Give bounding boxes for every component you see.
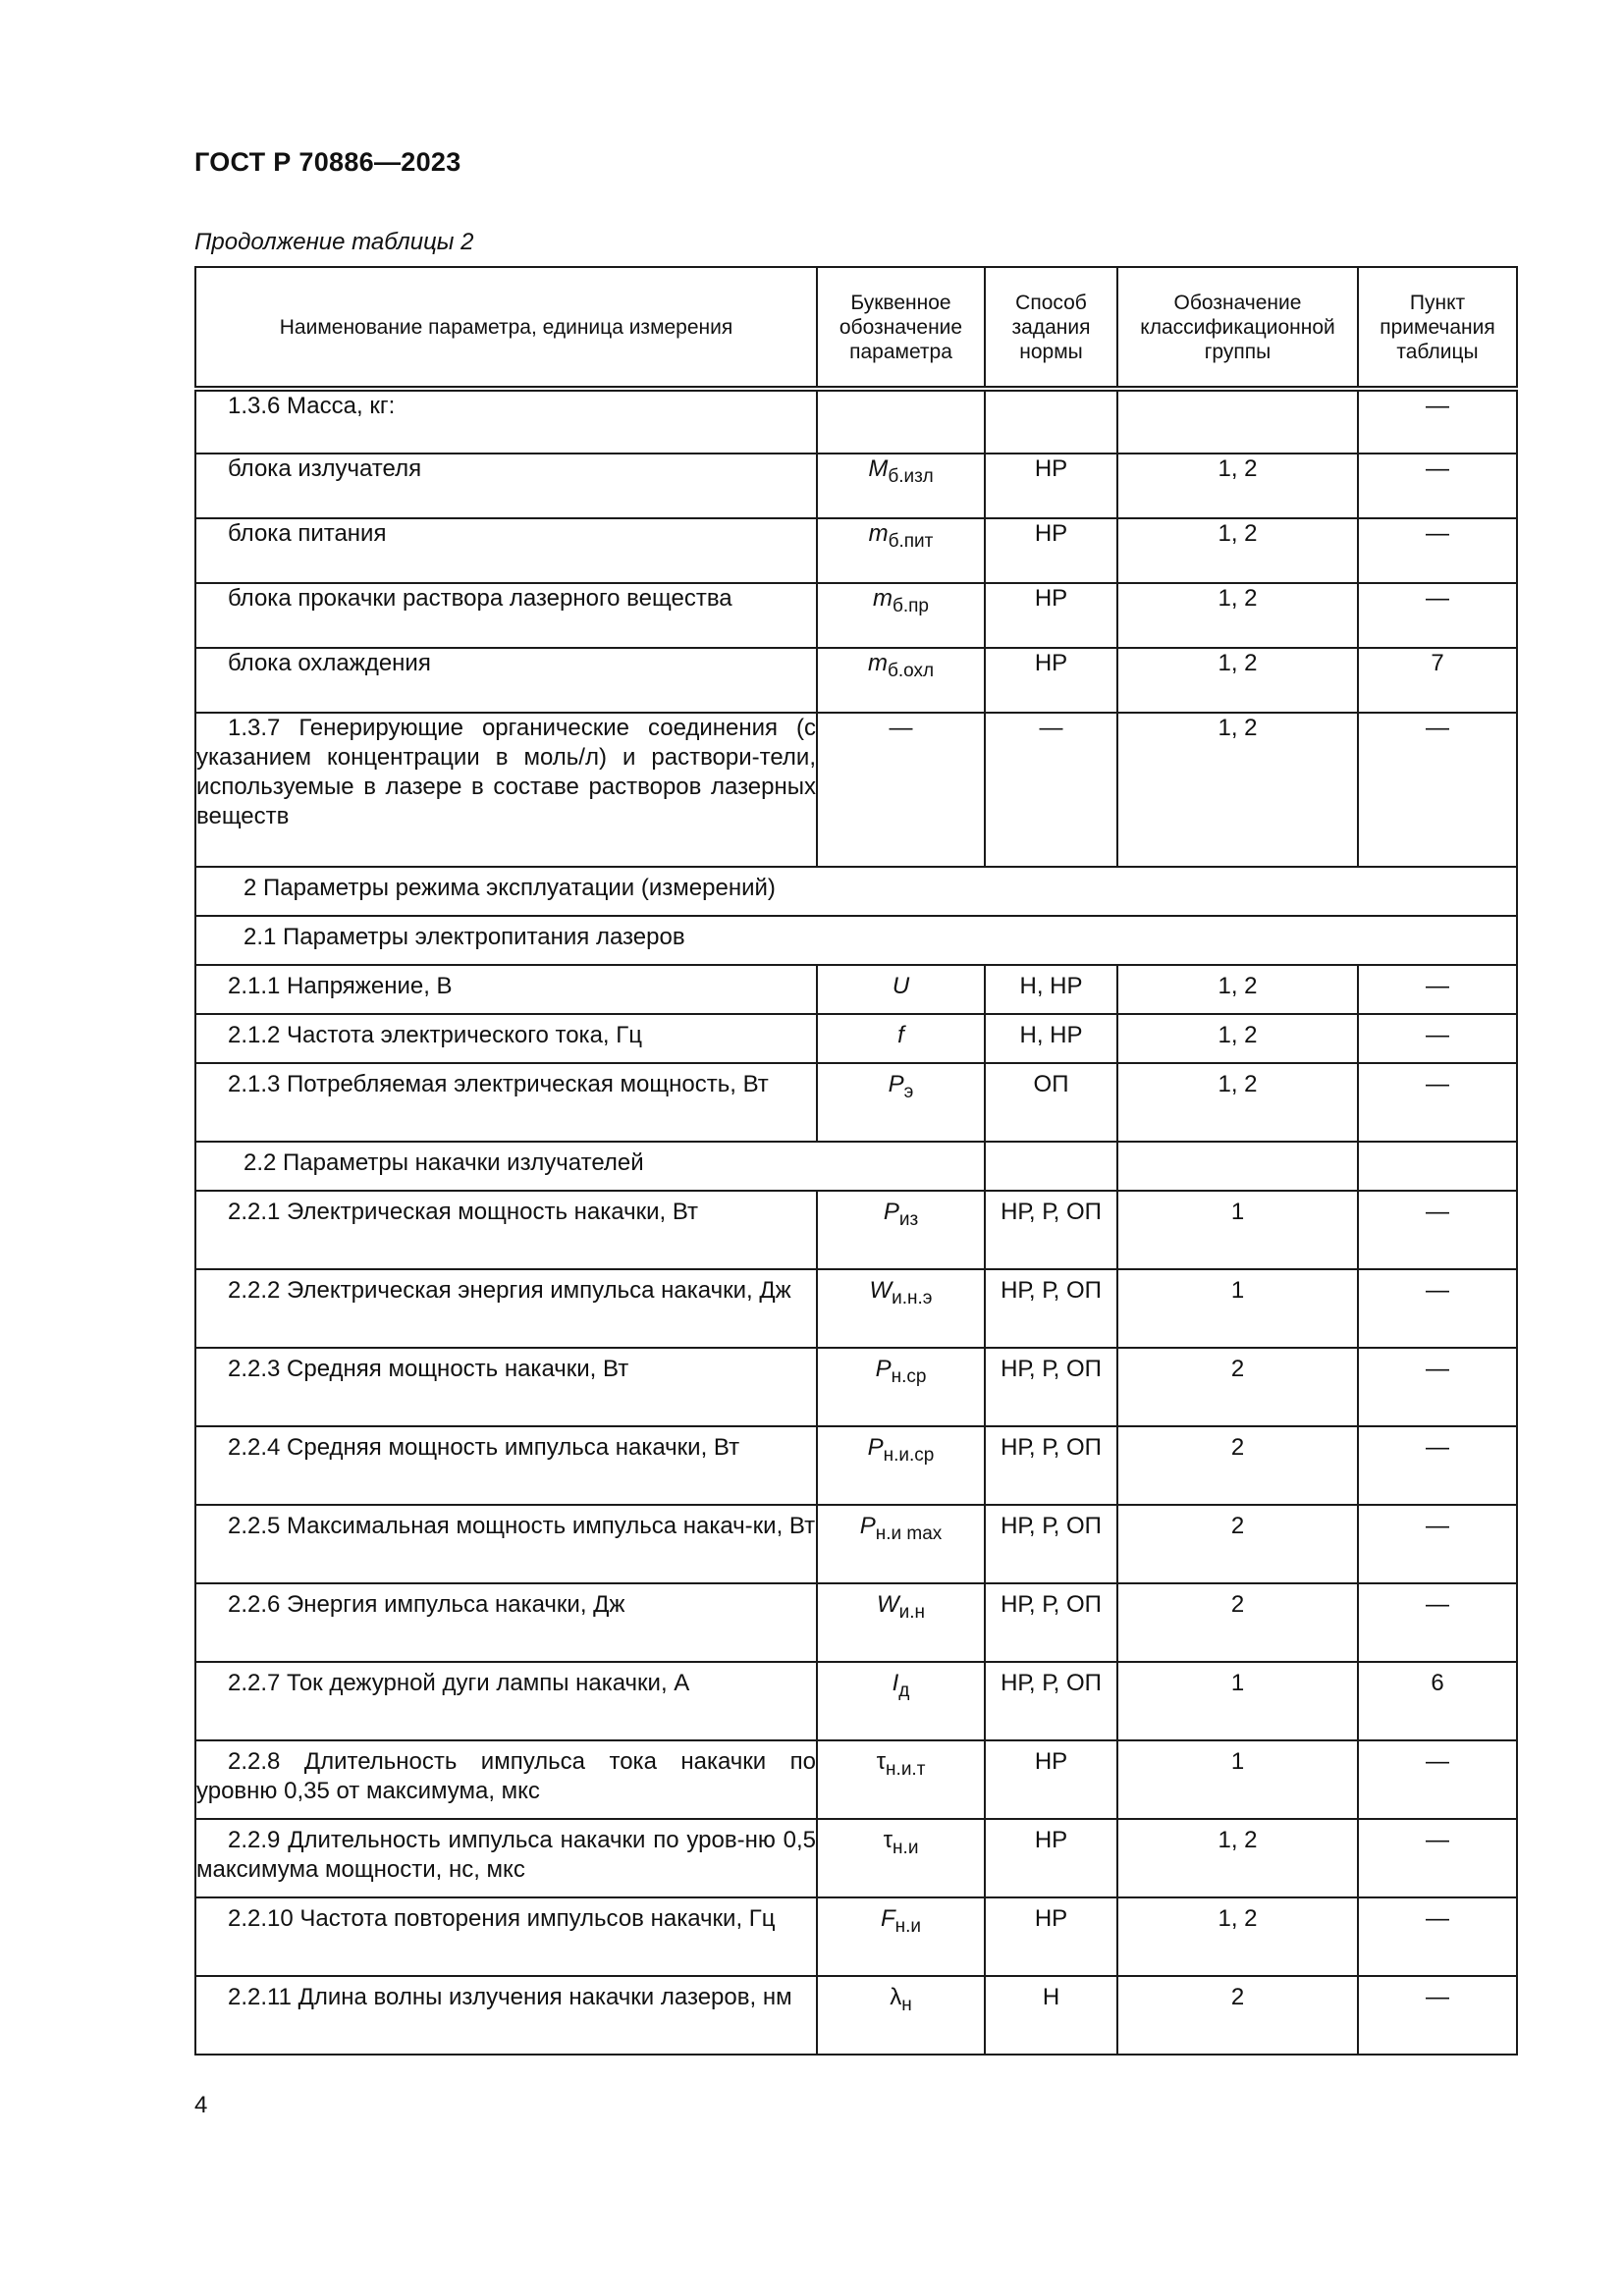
param-note	[1358, 1142, 1517, 1191]
section-title: 2.1 Параметры электропитания лазеров	[195, 916, 1517, 965]
param-method: Н, НР	[985, 1014, 1117, 1063]
param-name: 2.2.9 Длительность импульса накачки по уров-ню 0,5 максимума мощности, нс, мкс	[195, 1819, 817, 1897]
param-symbol: U	[817, 965, 985, 1014]
param-method: НР, Р, ОП	[985, 1662, 1117, 1740]
param-name: 1.3.7 Генерирующие органические соединения (с указанием концентрации в моль/л) и раствори-тели, используемые в лазере в составе растворов лазерных веществ	[195, 713, 817, 867]
param-method: НР	[985, 518, 1117, 583]
column-header-group: Обозначение классификационной группы	[1117, 267, 1358, 389]
table-row	[195, 1426, 1517, 1505]
param-note: —	[1358, 1740, 1517, 1819]
column-header-symbol: Буквенное обозначение параметра	[817, 267, 985, 389]
param-symbol: —	[817, 713, 985, 867]
section-row	[195, 1142, 1517, 1191]
param-method: ОП	[985, 1063, 1117, 1142]
param-symbol: $M_{б.изл}$	[817, 454, 985, 518]
table-row	[195, 1063, 1517, 1142]
param-group: 2	[1117, 1976, 1358, 2055]
param-note: —	[1358, 583, 1517, 648]
param-name: 2.2.5 Максимальная мощность импульса накач-ки, Вт	[195, 1505, 817, 1583]
param-method: Н	[985, 1976, 1117, 2055]
param-note: —	[1358, 1063, 1517, 1142]
param-note: —	[1358, 1426, 1517, 1505]
param-symbol: $I_д$	[817, 1662, 985, 1740]
table-row	[195, 1976, 1517, 2055]
column-header-method: Способ задания нормы	[985, 267, 1117, 389]
param-method	[985, 1142, 1117, 1191]
param-name: 2.1.1 Напряжение, В	[195, 965, 817, 1014]
table-row	[195, 648, 1517, 713]
param-group: 1, 2	[1117, 965, 1358, 1014]
table-row	[195, 1269, 1517, 1348]
param-group: 2	[1117, 1505, 1358, 1583]
param-group: 1, 2	[1117, 454, 1358, 518]
table-row	[195, 1662, 1517, 1740]
table-row	[195, 1583, 1517, 1662]
param-method: НР, Р, ОП	[985, 1348, 1117, 1426]
param-group: 1	[1117, 1740, 1358, 1819]
param-method: НР	[985, 1819, 1117, 1897]
param-note: —	[1358, 389, 1517, 454]
param-note: —	[1358, 1583, 1517, 1662]
param-group: 1	[1117, 1269, 1358, 1348]
param-symbol: f	[817, 1014, 985, 1063]
param-method: НР	[985, 648, 1117, 713]
param-group: 1, 2	[1117, 648, 1358, 713]
table-caption: Продолжение таблицы 2	[194, 229, 474, 255]
param-symbol: $P_{н.ср}$	[817, 1348, 985, 1426]
table-row	[195, 1740, 1517, 1819]
param-method: Н, НР	[985, 965, 1117, 1014]
param-method: НР, Р, ОП	[985, 1426, 1117, 1505]
table-row	[195, 389, 1517, 454]
table-row	[195, 1348, 1517, 1426]
table-row	[195, 1897, 1517, 1976]
param-note: —	[1358, 1505, 1517, 1583]
table-row	[195, 965, 1517, 1014]
param-symbol: $W_{и.н}$	[817, 1583, 985, 1662]
param-name: блока прокачки раствора лазерного вещества	[195, 583, 817, 648]
param-group: 1, 2	[1117, 1819, 1358, 1897]
param-group: 2	[1117, 1583, 1358, 1662]
param-note: —	[1358, 1348, 1517, 1426]
param-method: НР, Р, ОП	[985, 1505, 1117, 1583]
param-symbol: $\lambda_н$	[817, 1976, 985, 2055]
param-name: 2.2.8 Длительность импульса тока накачки по уровню 0,35 от максимума, мкс	[195, 1740, 817, 1819]
param-name: блока охлаждения	[195, 648, 817, 713]
param-symbol: $P_{н.и max}$	[817, 1505, 985, 1583]
param-group: 1, 2	[1117, 1063, 1358, 1142]
param-note: —	[1358, 965, 1517, 1014]
table-header-row	[195, 267, 1517, 389]
table-row	[195, 1505, 1517, 1583]
section-row	[195, 916, 1517, 965]
param-method	[985, 389, 1117, 454]
page-number: 4	[194, 2092, 208, 2118]
document-code: ГОСТ Р 70886—2023	[194, 147, 461, 177]
param-method: НР	[985, 1740, 1117, 1819]
param-name: 2.2.7 Ток дежурной дуги лампы накачки, А	[195, 1662, 817, 1740]
table-row	[195, 1191, 1517, 1269]
param-group: 1, 2	[1117, 518, 1358, 583]
param-method: —	[985, 713, 1117, 867]
param-name: 2.2.2 Электрическая энергия импульса накачки, Дж	[195, 1269, 817, 1348]
table-row	[195, 518, 1517, 583]
param-note: —	[1358, 1976, 1517, 2055]
param-method: НР, Р, ОП	[985, 1191, 1117, 1269]
param-note: —	[1358, 1819, 1517, 1897]
param-note: 6	[1358, 1662, 1517, 1740]
param-group: 1, 2	[1117, 1897, 1358, 1976]
column-header-note: Пункт примечания таблицы	[1358, 267, 1517, 389]
parameters-table	[194, 266, 1518, 2056]
param-symbol: $m_{б.охл}$	[817, 648, 985, 713]
param-method: НР, Р, ОП	[985, 1269, 1117, 1348]
param-symbol: $P_{из}$	[817, 1191, 985, 1269]
param-symbol: $P_э$	[817, 1063, 985, 1142]
column-header-name: Наименование параметра, единица измерения	[195, 267, 817, 389]
table-row	[195, 454, 1517, 518]
param-symbol: $P_{н.и.ср}$	[817, 1426, 985, 1505]
param-name: 2.1.2 Частота электрического тока, Гц	[195, 1014, 817, 1063]
param-note: —	[1358, 1014, 1517, 1063]
param-name: 2.2.1 Электрическая мощность накачки, Вт	[195, 1191, 817, 1269]
table-row	[195, 713, 1517, 867]
section-title: 2 Параметры режима эксплуатации (измерений)	[195, 867, 1517, 916]
param-name: блока питания	[195, 518, 817, 583]
param-note: —	[1358, 713, 1517, 867]
param-group: 1	[1117, 1191, 1358, 1269]
param-group: 1, 2	[1117, 1014, 1358, 1063]
param-name: 2.2.6 Энергия импульса накачки, Дж	[195, 1583, 817, 1662]
param-note: —	[1358, 1191, 1517, 1269]
table-row	[195, 583, 1517, 648]
param-note: —	[1358, 454, 1517, 518]
param-group: 2	[1117, 1426, 1358, 1505]
param-name: 2.2.11 Длина волны излучения накачки лазеров, нм	[195, 1976, 817, 2055]
param-name: 2.2.3 Средняя мощность накачки, Вт	[195, 1348, 817, 1426]
param-method: НР	[985, 583, 1117, 648]
param-name: 2.2.10 Частота повторения импульсов накачки, Гц	[195, 1897, 817, 1976]
param-symbol: $m_{б.пр}$	[817, 583, 985, 648]
table-row	[195, 1819, 1517, 1897]
param-group: 1	[1117, 1662, 1358, 1740]
param-symbol: $m_{б.пит}$	[817, 518, 985, 583]
param-symbol: $\tau_{н.и}$	[817, 1819, 985, 1897]
table-row	[195, 1014, 1517, 1063]
param-group: 1, 2	[1117, 713, 1358, 867]
param-symbol: $\tau_{н.и.т}$	[817, 1740, 985, 1819]
param-group	[1117, 389, 1358, 454]
section-row	[195, 867, 1517, 916]
param-symbol: $F_{н.и}$	[817, 1897, 985, 1976]
param-note: 7	[1358, 648, 1517, 713]
param-name: 2.1.3 Потребляемая электрическая мощность, Вт	[195, 1063, 817, 1142]
param-group: 2	[1117, 1348, 1358, 1426]
section-title: 2.2 Параметры накачки излучателей	[195, 1142, 985, 1191]
param-name: блока излучателя	[195, 454, 817, 518]
param-method: НР, Р, ОП	[985, 1583, 1117, 1662]
param-group: 1, 2	[1117, 583, 1358, 648]
param-method: НР	[985, 454, 1117, 518]
param-note: —	[1358, 1269, 1517, 1348]
param-name: 2.2.4 Средняя мощность импульса накачки, Вт	[195, 1426, 817, 1505]
param-group	[1117, 1142, 1358, 1191]
param-note: —	[1358, 1897, 1517, 1976]
param-symbol: $W_{и.н.э}$	[817, 1269, 985, 1348]
param-method: НР	[985, 1897, 1117, 1976]
param-name: 1.3.6 Масса, кг:	[195, 389, 817, 454]
param-symbol	[817, 389, 985, 454]
param-note: —	[1358, 518, 1517, 583]
